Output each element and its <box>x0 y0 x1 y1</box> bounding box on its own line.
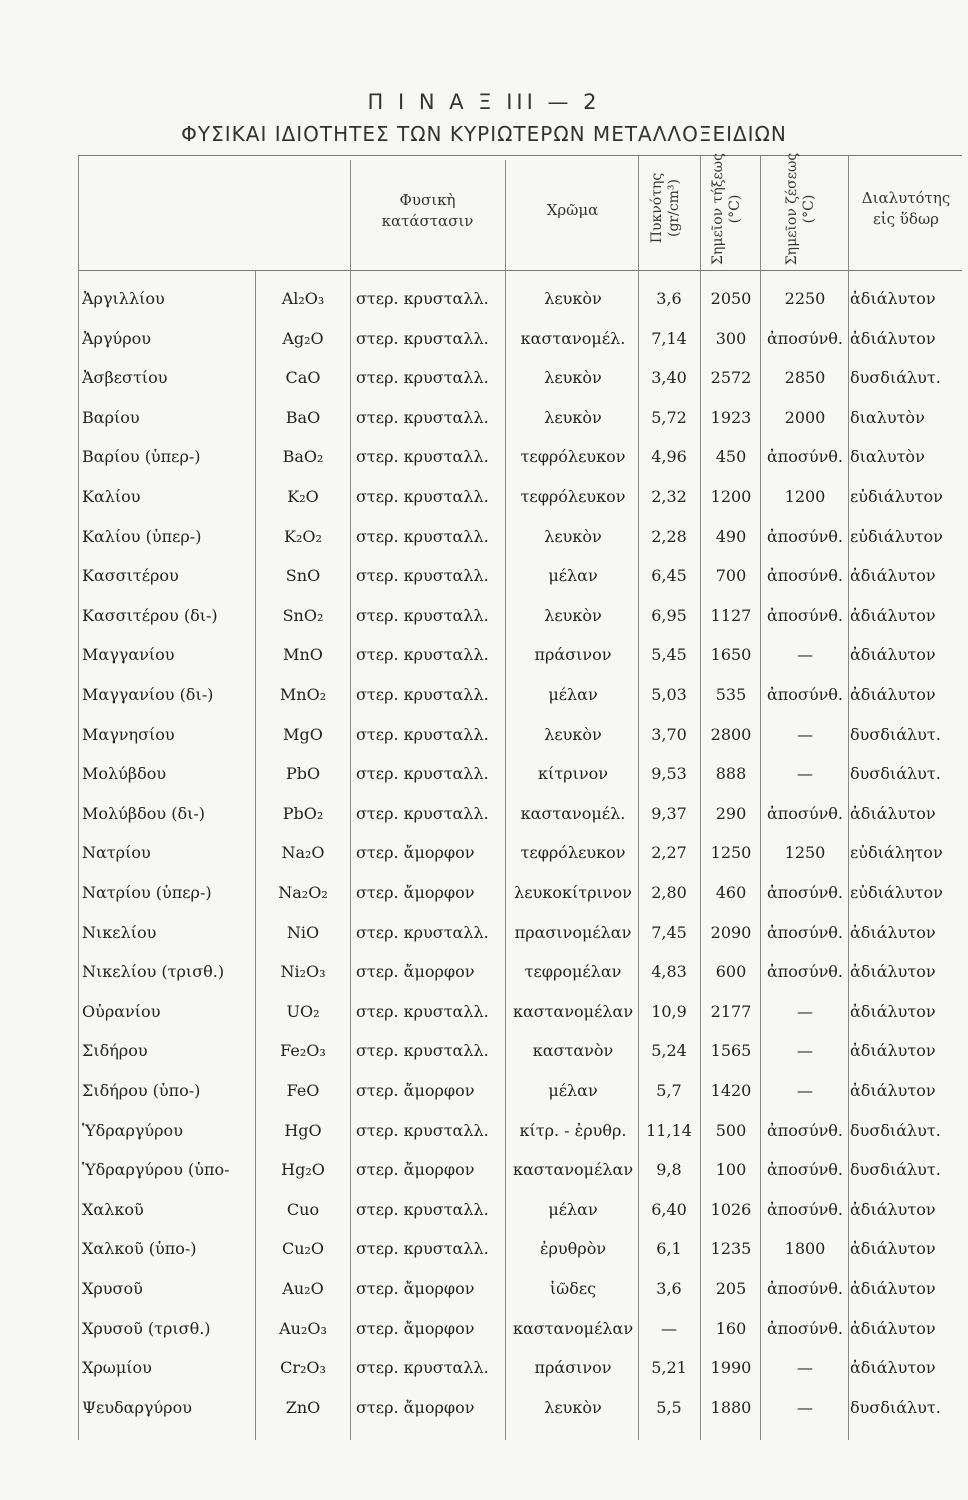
melting-point-value: 1127 <box>710 605 752 625</box>
density-value: 7,14 <box>651 328 687 348</box>
table-title: Π Ι Ν Α Ξ III — 2 <box>367 90 601 114</box>
density-value: 2,80 <box>651 883 687 902</box>
physical-state: στερ. κρυσταλλ. <box>356 1001 489 1021</box>
melting-point-value: 1923 <box>710 407 752 427</box>
boiling-point-value: 1800 <box>784 1239 826 1259</box>
substance-name: Καλίου <box>82 487 141 506</box>
chemical-formula: BaO <box>285 407 321 427</box>
melting-point-value: 600 <box>715 962 747 982</box>
header-state: Φυσικὴ κατάστασιν <box>381 191 474 230</box>
table-row <box>0 679 968 717</box>
density-value: 5,24 <box>651 1041 687 1061</box>
color-value: λευκὸν <box>544 407 602 427</box>
boiling-point-value: ἀποσύνθ. <box>766 566 844 586</box>
substance-name: Μαγγανίου (δι-) <box>82 685 214 704</box>
chemical-formula: SnO <box>285 566 321 586</box>
melting-point-value: 1235 <box>710 1239 752 1259</box>
substance-name: Ἀσβεστίου <box>82 368 168 388</box>
physical-state: στερ. ἄμορφον <box>356 1397 475 1417</box>
solubility-value: διαλυτὸν <box>850 407 925 427</box>
substance-name: Μαγγανίου <box>82 645 175 665</box>
boiling-point-value: ἀποσύνθ. <box>766 1199 844 1219</box>
table-row <box>0 837 968 875</box>
header-density: Πυκνότης (gr/cm³) <box>649 172 682 244</box>
color-value: μέλαν <box>548 566 598 586</box>
physical-state: στερ. ἄμορφον <box>356 883 475 902</box>
substance-name: Βαρίου <box>82 407 140 427</box>
table-row <box>0 996 968 1034</box>
color-value: πράσινον <box>534 1358 612 1378</box>
color-value: τεφρομέλαν <box>524 962 622 982</box>
substance-name: Νατρίου (ὑπερ-) <box>82 883 212 902</box>
melting-point-value: 205 <box>715 1279 747 1298</box>
solubility-value: ἀδιάλυτον <box>850 1001 936 1021</box>
color-value: λευκὸν <box>544 526 602 546</box>
substance-name: Ψευδαργύρου <box>82 1397 192 1417</box>
table-row <box>0 1273 968 1311</box>
substance-name: Χρυσοῦ (τρισθ.) <box>82 1318 211 1338</box>
melting-point-value: 160 <box>715 1318 747 1338</box>
boiling-point-value: ἀποσύνθ. <box>766 685 844 704</box>
physical-state: στερ. κρυσταλλ. <box>356 1120 489 1140</box>
solubility-value: δυσδιάλυτ. <box>850 368 941 388</box>
density-value: 5,21 <box>651 1358 687 1378</box>
boiling-point-value: ἀποσύνθ. <box>766 803 844 823</box>
boiling-point-value: ἀποσύνθ. <box>766 922 844 942</box>
color-value: τεφρόλευκον <box>520 447 626 467</box>
table-row <box>0 521 968 559</box>
boiling-point-value: ἀποσύνθ. <box>766 526 844 546</box>
chemical-formula: Cu₂O <box>281 1239 325 1259</box>
melting-point-value: 2572 <box>710 368 752 388</box>
density-value: — <box>661 1318 677 1338</box>
density-value: 2,27 <box>651 843 687 863</box>
table-row <box>0 877 968 915</box>
physical-state: στερ. κρυσταλλ. <box>356 764 489 784</box>
chemical-formula: Hg₂O <box>281 1160 325 1180</box>
melting-point-value: 535 <box>715 685 747 704</box>
melting-point-value: 1565 <box>710 1041 752 1061</box>
chemical-formula: Cr₂O₃ <box>280 1358 326 1378</box>
boiling-point-value: ἀποσύνθ. <box>766 605 844 625</box>
color-value: ἰῶδες <box>549 1279 597 1298</box>
solubility-value: διαλυτὸν <box>850 447 925 467</box>
table-row <box>0 1075 968 1113</box>
table-row <box>0 441 968 479</box>
density-value: 6,95 <box>651 605 687 625</box>
color-value: λευκὸν <box>544 724 602 744</box>
boiling-point-value: — <box>797 1041 813 1061</box>
boiling-point-value: 2250 <box>784 289 826 308</box>
chemical-formula: MnO₂ <box>279 685 327 704</box>
solubility-value: δυσδιάλυτ. <box>850 764 941 784</box>
table-row <box>0 600 968 638</box>
melting-point-value: 500 <box>715 1120 747 1140</box>
density-value: 3,6 <box>656 289 682 308</box>
substance-name: Σιδήρου (ὑπο-) <box>82 1081 201 1100</box>
melting-point-value: 2090 <box>710 922 752 942</box>
physical-state: στερ. κρυσταλλ. <box>356 1239 489 1259</box>
table-row <box>0 798 968 836</box>
header-color: Χρῶμα <box>546 201 599 219</box>
table-row <box>0 1392 968 1430</box>
density-value: 11,14 <box>646 1120 692 1140</box>
solubility-value: εὐδιάλυτον <box>850 487 943 506</box>
chemical-formula: Ni₂O₃ <box>280 962 326 982</box>
chemical-formula: ZnO <box>285 1397 321 1417</box>
physical-state: στερ. κρυσταλλ. <box>356 685 489 704</box>
chemical-formula: PbO <box>285 764 321 784</box>
solubility-value: εὐδιάλυτον <box>850 526 943 546</box>
physical-state: στερ. κρυσταλλ. <box>356 605 489 625</box>
color-value: τεφρόλευκον <box>520 843 626 863</box>
substance-name: Μολύβδου (δι-) <box>82 803 206 823</box>
solubility-value: ἀδιάλυτον <box>850 328 936 348</box>
chemical-formula: NiO <box>286 922 320 942</box>
density-value: 2,32 <box>651 487 687 506</box>
melting-point-value: 2177 <box>710 1001 752 1021</box>
table-row <box>0 402 968 440</box>
table-row <box>0 719 968 757</box>
physical-state: στερ. κρυσταλλ. <box>356 1199 489 1219</box>
melting-point-value: 2800 <box>710 724 752 744</box>
chemical-formula: MgO <box>283 724 323 744</box>
substance-name: Οὐρανίου <box>82 1001 161 1021</box>
physical-state: στερ. κρυσταλλ. <box>356 487 489 506</box>
table-row <box>0 560 968 598</box>
density-value: 9,37 <box>651 803 687 823</box>
color-value: πρασινομέλαν <box>514 922 632 942</box>
table-row <box>0 481 968 519</box>
melting-point-value: 2050 <box>710 289 752 308</box>
substance-name: Καλίου (ὑπερ-) <box>82 526 202 546</box>
density-value: 4,83 <box>651 962 687 982</box>
density-value: 5,03 <box>651 685 687 704</box>
substance-name: Μολύβδου <box>82 764 167 784</box>
boiling-point-value: — <box>797 1001 813 1021</box>
melting-point-value: 1250 <box>710 843 752 863</box>
substance-name: Ἀργύρου <box>82 328 152 348</box>
chemical-formula: Na₂O₂ <box>278 883 328 902</box>
header-solubility: Διαλυτότης εἰς ὕδωρ <box>861 189 951 228</box>
table-subtitle: ΦΥΣΙΚΑΙ ΙΔΙΟΤΗΤΕΣ ΤΩΝ ΚΥΡΙΩΤΕΡΩΝ ΜΕΤΑΛΛΟΞΕΙΔΙΩΝ <box>181 122 787 146</box>
solubility-value: ἀδιάλυτον <box>850 1239 936 1259</box>
chemical-formula: BaO₂ <box>282 447 324 467</box>
chemical-formula: Al₂O₃ <box>281 289 325 308</box>
boiling-point-value: — <box>797 1081 813 1100</box>
physical-state: στερ. ἄμορφον <box>356 1160 475 1180</box>
substance-name: Μαγνησίου <box>82 724 175 744</box>
color-value: μέλαν <box>548 685 598 704</box>
header-melting: Σημεῖον τήξεως (°C) <box>710 153 743 265</box>
table-row <box>0 1352 968 1390</box>
chemical-formula: Na₂O <box>281 843 325 863</box>
color-value: καστανομέλαν <box>512 1318 634 1338</box>
solubility-value: ἀδιάλυτον <box>850 1318 936 1338</box>
table-row <box>0 639 968 677</box>
table-row <box>0 1313 968 1351</box>
boiling-point-value: ἀποσύνθ. <box>766 1279 844 1298</box>
boiling-point-value: 1250 <box>784 843 826 863</box>
solubility-value: ἀδιάλυτον <box>850 962 936 982</box>
chemical-formula: K₂O₂ <box>284 526 322 546</box>
color-value: λευκοκίτρινον <box>514 883 632 902</box>
physical-state: στερ. κρυσταλλ. <box>356 645 489 665</box>
melting-point-value: 1990 <box>710 1358 752 1378</box>
chemical-formula: Au₂O₃ <box>279 1318 327 1338</box>
substance-name: Χαλκοῦ <box>82 1199 144 1219</box>
color-value: μέλαν <box>548 1199 598 1219</box>
chemical-formula: Fe₂O₃ <box>280 1041 326 1061</box>
melting-point-value: 450 <box>715 447 747 467</box>
substance-name: Νικελίου (τρισθ.) <box>82 962 225 982</box>
boiling-point-value: ἀποσύνθ. <box>766 962 844 982</box>
density-value: 6,1 <box>656 1239 682 1259</box>
density-value: 5,45 <box>651 645 687 665</box>
solubility-value: ἀδιάλυτον <box>850 1199 936 1219</box>
chemical-formula: Au₂O <box>282 1279 324 1298</box>
color-value: καστανομέλαν <box>512 1001 634 1021</box>
header-top-rule <box>78 155 962 156</box>
physical-state: στερ. κρυσταλλ. <box>356 407 489 427</box>
color-value: καστανὸν <box>532 1041 614 1061</box>
substance-name: Νικελίου <box>82 922 157 942</box>
melting-point-value: 700 <box>715 566 747 586</box>
physical-state: στερ. ἄμορφον <box>356 1318 475 1338</box>
density-value: 3,40 <box>651 368 687 388</box>
boiling-point-value: 2850 <box>784 368 826 388</box>
color-value: τεφρόλευκον <box>520 487 626 506</box>
melting-point-value: 100 <box>715 1160 747 1180</box>
chemical-formula: K₂O <box>287 487 319 506</box>
boiling-point-value: — <box>797 1397 813 1417</box>
color-value: καστανομέλ. <box>520 328 626 348</box>
color-value: λευκὸν <box>544 605 602 625</box>
density-value: 3,6 <box>656 1279 682 1298</box>
boiling-point-value: — <box>797 645 813 665</box>
boiling-point-value: ἀποσύνθ. <box>766 1318 844 1338</box>
boiling-point-value: 1200 <box>784 487 826 506</box>
boiling-point-value: 2000 <box>784 407 826 427</box>
chemical-formula: UO₂ <box>286 1001 320 1021</box>
solubility-value: ἀδιάλυτον <box>850 645 936 665</box>
melting-point-value: 888 <box>715 764 747 784</box>
density-value: 5,5 <box>656 1397 682 1417</box>
physical-state: στερ. κρυσταλλ. <box>356 724 489 744</box>
table-row <box>0 758 968 796</box>
melting-point-value: 490 <box>715 526 747 546</box>
solubility-value: ἀδιάλυτον <box>850 289 936 308</box>
color-value: κίτρινον <box>538 764 608 784</box>
color-value: καστανομέλαν <box>512 1160 634 1180</box>
table-row <box>0 1035 968 1073</box>
melting-point-value: 1026 <box>710 1199 752 1219</box>
boiling-point-value: ἀποσύνθ. <box>766 883 844 902</box>
physical-state: στερ. κρυσταλλ. <box>356 368 489 388</box>
melting-point-value: 290 <box>715 803 747 823</box>
melting-point-value: 460 <box>715 883 747 902</box>
substance-name: Χαλκοῦ (ὑπο-) <box>82 1239 197 1259</box>
solubility-value: εὐδιάλητον <box>850 843 943 863</box>
melting-point-value: 1200 <box>710 487 752 506</box>
density-value: 9,53 <box>651 764 687 784</box>
table-row <box>0 1154 968 1192</box>
boiling-point-value: ἀποσύνθ. <box>766 1120 844 1140</box>
solubility-value: ἀδιάλυτον <box>850 685 936 704</box>
density-value: 4,96 <box>651 447 687 467</box>
table-row <box>0 1115 968 1153</box>
melting-point-value: 1420 <box>710 1081 752 1100</box>
color-value: ἐρυθρὸν <box>539 1239 607 1259</box>
density-value: 9,8 <box>656 1160 682 1180</box>
solubility-value: ἀδιάλυτον <box>850 1041 936 1061</box>
color-value: πράσινον <box>534 645 612 665</box>
table-row <box>0 362 968 400</box>
physical-state: στερ. κρυσταλλ. <box>356 803 489 823</box>
density-value: 5,7 <box>656 1081 682 1100</box>
density-value: 10,9 <box>651 1001 687 1021</box>
boiling-point-value: — <box>797 764 813 784</box>
density-value: 5,72 <box>651 407 687 427</box>
substance-name: Χρυσοῦ <box>82 1279 143 1298</box>
physical-state: στερ. ἄμορφον <box>356 1081 475 1100</box>
header-bottom-rule <box>78 270 962 271</box>
table-row <box>0 917 968 955</box>
table-row <box>0 1194 968 1232</box>
solubility-value: ἀδιάλυτον <box>850 605 936 625</box>
physical-state: στερ. κρυσταλλ. <box>356 289 489 308</box>
boiling-point-value: ἀποσύνθ. <box>766 447 844 467</box>
physical-state: στερ. κρυσταλλ. <box>356 1041 489 1061</box>
boiling-point-value: — <box>797 1358 813 1378</box>
chemical-formula: SnO₂ <box>282 605 324 625</box>
substance-name: Νατρίου <box>82 843 151 863</box>
melting-point-value: 1650 <box>710 645 752 665</box>
solubility-value: εὐδιάλυτον <box>850 883 943 902</box>
physical-state: στερ. κρυσταλλ. <box>356 1358 489 1378</box>
solubility-value: ἀδιάλυτον <box>850 566 936 586</box>
solubility-value: ἀδιάλυτον <box>850 1358 936 1378</box>
table-row <box>0 956 968 994</box>
substance-name: Ἀργιλλίου <box>82 289 165 308</box>
density-value: 3,70 <box>651 724 687 744</box>
solubility-value: ἀδιάλυτον <box>850 803 936 823</box>
table-row <box>0 283 968 321</box>
solubility-value: δυσδιάλυτ. <box>850 724 941 744</box>
substance-name: Σιδήρου <box>82 1041 148 1061</box>
physical-state: στερ. κρυσταλλ. <box>356 922 489 942</box>
table-row <box>0 323 968 361</box>
physical-state: στερ. ἄμορφον <box>356 843 475 863</box>
substance-name: Κασσιτέρου (δι-) <box>82 605 218 625</box>
density-value: 6,40 <box>651 1199 687 1219</box>
physical-state: στερ. ἄμορφον <box>356 962 475 982</box>
boiling-point-value: ἀποσύνθ. <box>766 1160 844 1180</box>
density-value: 6,45 <box>651 566 687 586</box>
solubility-value: δυσδιάλυτ. <box>850 1397 941 1417</box>
melting-point-value: 300 <box>715 328 747 348</box>
physical-state: στερ. κρυσταλλ. <box>356 328 489 348</box>
substance-name: Χρωμίου <box>82 1358 152 1378</box>
substance-name: Ὑδραργύρου <box>82 1120 183 1140</box>
color-value: λευκὸν <box>544 368 602 388</box>
physical-state: στερ. κρυσταλλ. <box>356 526 489 546</box>
chemical-formula: CaO <box>285 368 321 388</box>
substance-name: Κασσιτέρου <box>82 566 179 586</box>
chemical-formula: Cuo <box>286 1199 320 1219</box>
color-value: μέλαν <box>548 1081 598 1100</box>
density-value: 7,45 <box>651 922 687 942</box>
boiling-point-value: — <box>797 724 813 744</box>
chemical-formula: HgO <box>284 1120 322 1140</box>
physical-state: στερ. κρυσταλλ. <box>356 566 489 586</box>
physical-state: στερ. ἄμορφον <box>356 1279 475 1298</box>
boiling-point-value: ἀποσύνθ. <box>766 328 844 348</box>
solubility-value: ἀδιάλυτον <box>850 1081 936 1100</box>
color-value: λευκὸν <box>544 289 602 308</box>
chemical-formula: PbO₂ <box>282 803 324 823</box>
color-value: καστανομέλ. <box>520 803 626 823</box>
solubility-value: δυσδιάλυτ. <box>850 1120 941 1140</box>
color-value: λευκὸν <box>544 1397 602 1417</box>
chemical-formula: Ag₂O <box>282 328 324 348</box>
chemical-formula: MnO <box>283 645 323 665</box>
table-row <box>0 1233 968 1271</box>
physical-state: στερ. κρυσταλλ. <box>356 447 489 467</box>
header-boiling: Σημεῖον ζέσεως (°C) <box>784 152 817 266</box>
solubility-value: δυσδιάλυτ. <box>850 1160 941 1180</box>
chemical-formula: FeO <box>286 1081 320 1100</box>
melting-point-value: 1880 <box>710 1397 752 1417</box>
density-value: 2,28 <box>651 526 687 546</box>
substance-name: Ὑδραργύρου (ὑπο- <box>82 1160 230 1180</box>
solubility-value: ἀδιάλυτον <box>850 922 936 942</box>
solubility-value: ἀδιάλυτον <box>850 1279 936 1298</box>
substance-name: Βαρίου (ὑπερ-) <box>82 447 201 467</box>
color-value: κίτρ. - ἐρυθρ. <box>519 1120 627 1140</box>
